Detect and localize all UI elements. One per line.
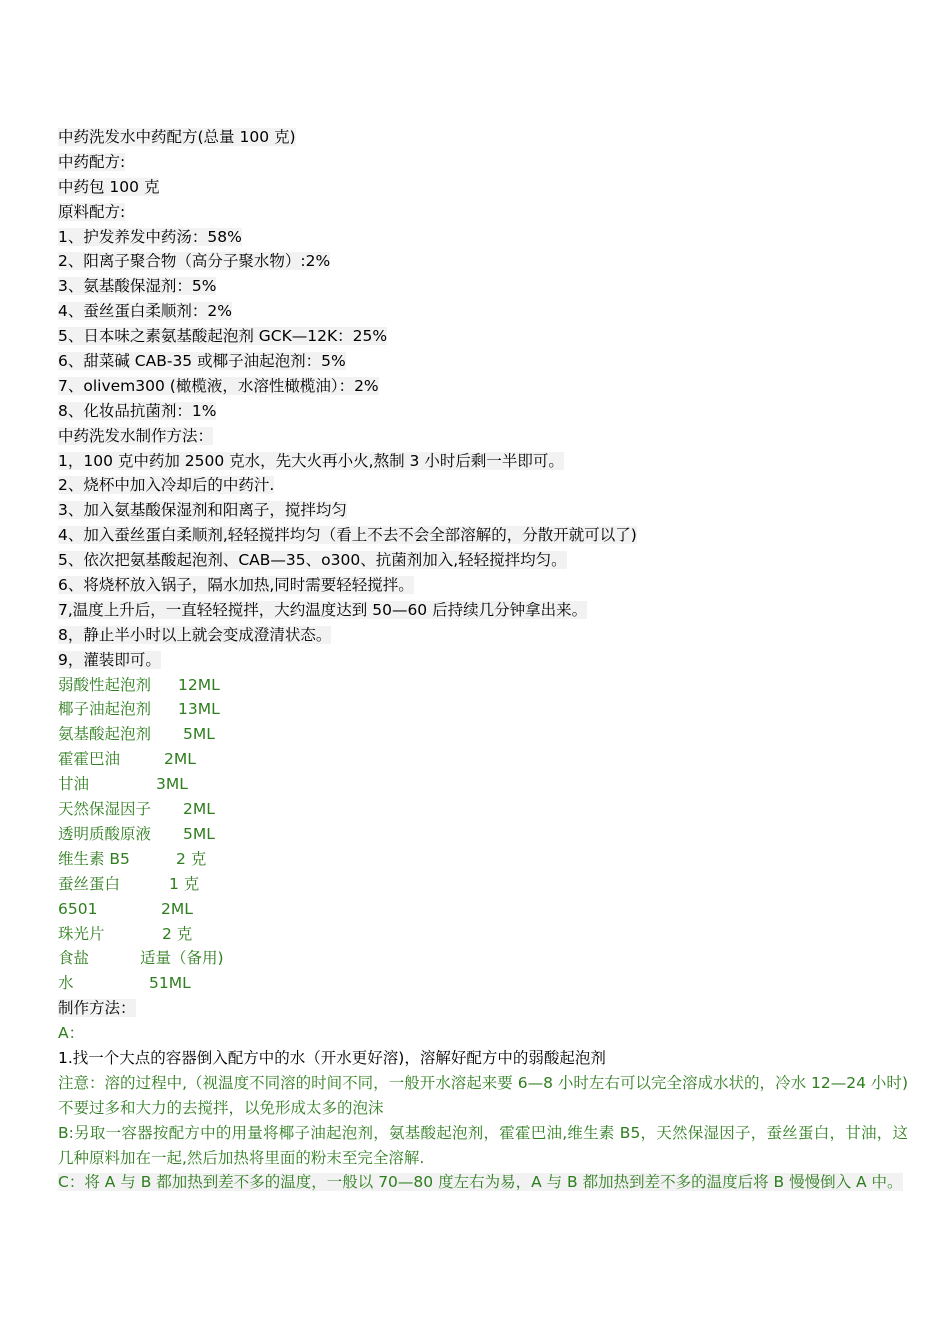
document-page (58, 125, 908, 1195)
method-step: 1，100 克中药加 2500 克水，先大火再小火,熬制 3 小时后剩一半即可。 (58, 451, 564, 470)
raw-item: 1、护发养发中药汤：58% (58, 227, 242, 246)
method-step: 9，灌装即可。 (58, 650, 161, 669)
formula-row (58, 772, 908, 797)
formula-name: 食盐 (58, 949, 90, 968)
formula-qty: 适量（备用) (140, 949, 224, 968)
method-step: 2、烧杯中加入冷却后的中药汁. (58, 476, 275, 495)
raw-item: 8、化妆品抗菌剂：1% (58, 401, 217, 420)
formula-name: 维生素 B5 (58, 849, 130, 868)
formula-name: 水 (58, 974, 74, 993)
formula-name: 6501 (58, 899, 98, 918)
formula-row (58, 697, 908, 722)
formula-row (58, 872, 908, 897)
method-step: 5、依次把氨基酸起泡剂、CAB—35、o300、抗菌剂加入,轻轻搅拌均匀。 (58, 551, 567, 570)
formula-name: 椰子油起泡剂 (58, 700, 152, 719)
formula-qty: 51ML (149, 974, 191, 993)
raw-item: 2、阳离子聚合物（高分子聚水物）:2% (58, 252, 331, 271)
raw-heading: 原料配方: (58, 202, 126, 221)
document-title: 中药洗发水中药配方(总量 100 克) (58, 128, 296, 146)
formula-qty: 2ML (164, 750, 196, 769)
formula-name: 珠光片 (58, 924, 105, 943)
raw-item: 6、甜菜碱 CAB-35 或椰子油起泡剂：5% (58, 352, 346, 371)
formula-name: 天然保湿因子 (58, 800, 152, 819)
formula-qty: 2ML (161, 899, 193, 918)
formula-name: 蚕丝蛋白 (58, 874, 121, 893)
formula-row (58, 946, 908, 971)
formula-row (58, 897, 908, 922)
formula-qty: 2 克 (176, 849, 207, 868)
formula-row (58, 822, 908, 847)
method-heading: 中药洗发水制作方法： (58, 426, 214, 445)
formula-name: 氨基酸起泡剂 (58, 725, 152, 744)
formula-row (58, 971, 908, 996)
formula-row (58, 747, 908, 772)
method-step: 7,温度上升后，一直轻轻搅拌，大约温度达到 50—60 后持续几分钟拿出来。 (58, 600, 588, 619)
making-heading: 制作方法： (58, 999, 136, 1018)
formula-name: 弱酸性起泡剂 (58, 675, 152, 694)
formula-qty: 1 克 (169, 874, 200, 893)
formula-name: 甘油 (58, 775, 90, 794)
formula-qty: 2ML (183, 800, 215, 819)
formula-qty: 5ML (183, 725, 215, 744)
raw-item: 7、olivem300 (橄榄液，水溶性橄榄油）：2% (58, 376, 379, 395)
method-step: 8，静止半小时以上就会变成澄清状态。 (58, 625, 332, 644)
formula-qty: 5ML (183, 824, 215, 843)
formula-qty: 12ML (178, 675, 220, 694)
step-a-note: 注意：溶的过程中,（视温度不同溶的时间不同，一般开水溶起来要 6—8 小时左右可以完全溶成水状的，冷水 12—24 小时)不要过多和大力的去搅拌，以免形成太多的泡沫 (58, 1073, 908, 1117)
method-step: 3、加入氨基酸保湿剂和阳离子，搅拌均匀 (58, 501, 347, 520)
formula-row (58, 922, 908, 947)
formula-name: 霍霍巴油 (58, 750, 121, 769)
formula-name: 透明质酸原液 (58, 824, 152, 843)
step-b: B:另取一容器按配方中的用量将椰子油起泡剂，氨基酸起泡剂，霍霍巴油,维生素 B5，天然保湿因子，蚕丝蛋白，甘油，这几种原料加在一起,然后加热将里面的粉末至完全溶解. (58, 1123, 908, 1167)
raw-item: 3、氨基酸保湿剂：5% (58, 277, 217, 296)
formula-row (58, 673, 908, 698)
method-step: 6、将烧杯放入锅子，隔水加热,同时需要轻轻搅拌。 (58, 576, 414, 595)
raw-item: 5、日本味之素氨基酸起泡剂 GCK—12K：25% (58, 327, 388, 346)
formula-qty: 2 克 (162, 924, 193, 943)
formula-row (58, 847, 908, 872)
formula-qty: 13ML (178, 700, 220, 719)
formula-qty: 3ML (156, 775, 188, 794)
step-a-1: 1.找一个大点的容器倒入配方中的水（开水更好溶)，溶解好配方中的弱酸起泡剂 (58, 1048, 606, 1067)
raw-item: 4、蚕丝蛋白柔顺剂：2% (58, 302, 232, 321)
step-c: C：将 A 与 B 都加热到差不多的温度，一般以 70—80 度左右为易，A 与 B 都加热到差不多的温度后将 B 慢慢倒入 A 中。 (58, 1173, 903, 1192)
formula-row (58, 722, 908, 747)
method-step: 4、加入蚕丝蛋白柔顺剂,轻轻搅拌均匀（看上不去不会全部溶解的，分散开就可以了) (58, 526, 637, 545)
herbal-heading: 中药配方: (58, 152, 126, 171)
formula-row (58, 797, 908, 822)
step-a-label: A： (58, 1024, 85, 1043)
herbal-pack: 中药包 100 克 (58, 177, 160, 196)
